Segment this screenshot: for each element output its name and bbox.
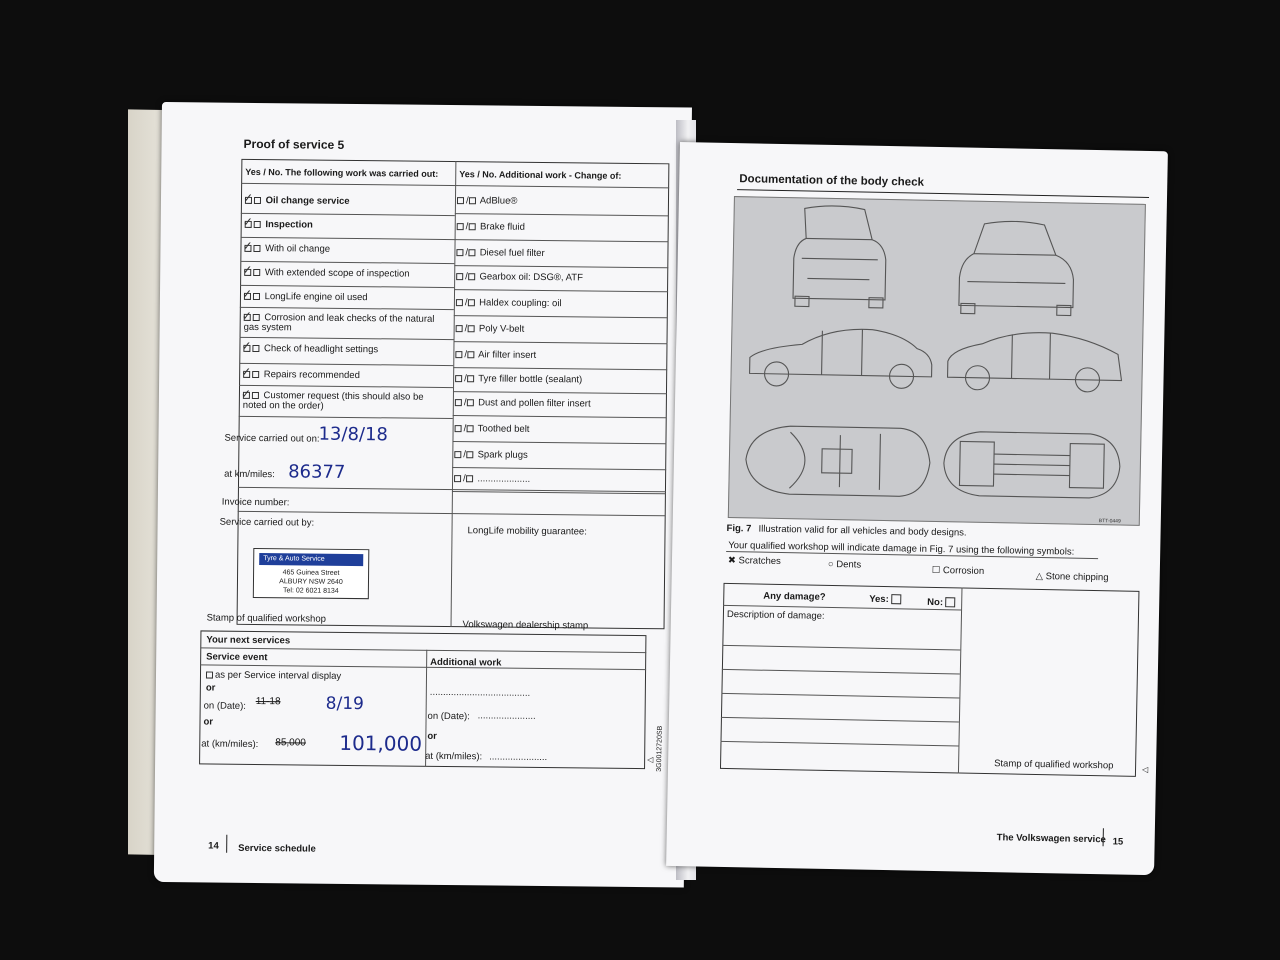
add-at-km-label: at (km/miles): bbox=[425, 750, 483, 763]
right-footer-title: The Volkswagen service bbox=[996, 832, 1106, 846]
fig-caption: Illustration valid for all vehicles and body designs. bbox=[758, 523, 967, 539]
symbol-stone-chipping: △ Stone chipping bbox=[1035, 570, 1109, 584]
arrow-mark: ◁ bbox=[1141, 764, 1149, 775]
no-checkbox[interactable] bbox=[253, 245, 260, 252]
symbol-scratches: ✖ Scratches bbox=[727, 554, 781, 568]
body-check-diagram bbox=[728, 196, 1146, 526]
symbol-label: Dents bbox=[836, 559, 862, 571]
additional-item[interactable]: / Haldex coupling: oil bbox=[456, 297, 562, 309]
additional-item-label: Dust and pollen filter insert bbox=[478, 397, 591, 410]
additional-item[interactable]: / Toothed belt bbox=[455, 423, 530, 435]
work-item[interactable] bbox=[244, 313, 444, 335]
work-item[interactable] bbox=[245, 219, 313, 231]
work-item[interactable] bbox=[245, 195, 350, 207]
yes-checkbox[interactable] bbox=[456, 299, 463, 306]
no-checkbox[interactable] bbox=[466, 399, 473, 406]
check-mark: ✓ bbox=[241, 286, 253, 301]
yes-checkbox[interactable] bbox=[454, 475, 461, 482]
work-item[interactable] bbox=[244, 243, 330, 255]
symbol-label: Corrosion bbox=[942, 565, 985, 577]
no-label: No: bbox=[927, 596, 944, 609]
no-checkbox[interactable] bbox=[468, 249, 475, 256]
no-checkbox[interactable] bbox=[467, 351, 474, 358]
at-km-label: at (km/miles): bbox=[201, 738, 259, 751]
no-checkbox[interactable] bbox=[946, 598, 956, 608]
work-item-label: Inspection bbox=[265, 219, 313, 231]
no-checkbox[interactable] bbox=[253, 269, 260, 276]
fig-label: Fig. 7 bbox=[726, 522, 752, 535]
no-checkbox[interactable] bbox=[253, 293, 260, 300]
service-date-value: 13/8/18 bbox=[318, 423, 389, 446]
work-item-label: Check of headlight settings bbox=[264, 343, 379, 356]
no-checkbox[interactable] bbox=[252, 371, 259, 378]
description-label: Description of damage: bbox=[726, 608, 825, 622]
stamp-line-1: 465 Guinea Street bbox=[282, 569, 340, 577]
additional-item[interactable]: / AdBlue® bbox=[457, 195, 518, 207]
no-checkbox[interactable] bbox=[252, 345, 259, 352]
additional-item[interactable]: / Tyre filler bottle (sealant) bbox=[455, 373, 582, 385]
km-value: 86377 bbox=[288, 461, 346, 483]
no-checkbox[interactable] bbox=[252, 392, 259, 399]
stamp-line-2: ALBURY NSW 2640 bbox=[279, 578, 343, 586]
symbols-intro: Your qualified workshop will indicate damage in Fig. 7 using the following symbols: bbox=[728, 540, 1075, 558]
additional-item[interactable]: / Diesel fuel filter bbox=[456, 247, 544, 259]
left-page bbox=[154, 102, 692, 888]
additional-item-label: Tyre filler bottle (sealant) bbox=[478, 373, 583, 386]
work-item-label: Corrosion and leak checks of the natural gas system bbox=[243, 312, 435, 334]
or-text-2: or bbox=[203, 716, 214, 728]
no-checkbox[interactable] bbox=[254, 221, 261, 228]
check-mark: ✓ bbox=[242, 262, 253, 277]
no-checkbox[interactable] bbox=[469, 197, 476, 204]
work-item[interactable] bbox=[243, 391, 443, 413]
or-text: or bbox=[205, 682, 216, 694]
additional-item[interactable]: / Dust and pollen filter insert bbox=[455, 397, 591, 409]
yes-checkbox[interactable] bbox=[891, 595, 901, 605]
stamp-logo: Tyre & Auto Service bbox=[259, 553, 363, 566]
footer-title: Service schedule bbox=[238, 842, 316, 855]
interval-label: as per Service interval display bbox=[214, 669, 342, 682]
yes-checkbox[interactable] bbox=[457, 197, 464, 204]
additional-item[interactable]: / Poly V-belt bbox=[456, 323, 525, 335]
additional-item-label: Poly V-belt bbox=[478, 323, 525, 335]
check-mark: ✓ bbox=[241, 338, 252, 353]
interval-option[interactable] bbox=[206, 669, 341, 681]
work-item[interactable] bbox=[243, 343, 378, 355]
km-label: at km/miles: bbox=[224, 468, 275, 481]
service-event-label: Service event bbox=[206, 651, 268, 664]
next-services-title: Your next services bbox=[206, 634, 291, 647]
checkbox[interactable] bbox=[206, 671, 213, 678]
additional-item-label: Gearbox oil: DSG®, ATF bbox=[479, 271, 583, 284]
yes-checkbox[interactable] bbox=[455, 375, 462, 382]
service-date-label: Service carried out on: bbox=[224, 432, 320, 445]
car-outlines bbox=[729, 197, 1147, 527]
damage-no[interactable] bbox=[927, 597, 958, 609]
at-km-struck: 85,000 bbox=[275, 737, 306, 749]
work-item-label: Oil change service bbox=[265, 195, 350, 207]
on-date-value: 8/19 bbox=[325, 693, 364, 715]
yes-label: Yes: bbox=[869, 593, 889, 606]
work-item[interactable] bbox=[243, 369, 360, 381]
invoice-label: Invoice number: bbox=[221, 496, 290, 509]
work-item-label: Repairs recommended bbox=[263, 369, 360, 382]
additional-item-label: Air filter insert bbox=[478, 349, 537, 361]
additional-item-label: Diesel fuel filter bbox=[479, 247, 545, 260]
no-checkbox[interactable] bbox=[466, 425, 473, 432]
no-checkbox[interactable] bbox=[468, 223, 475, 230]
yes-checkbox[interactable] bbox=[455, 399, 462, 406]
right-heading: Documentation of the body check bbox=[739, 173, 925, 189]
stamp-line-3: Tel: 02 6021 8134 bbox=[283, 587, 339, 595]
right-footer-page: 15 bbox=[1112, 836, 1124, 848]
additional-item[interactable]: / .................... bbox=[454, 473, 530, 485]
no-checkbox[interactable] bbox=[467, 325, 474, 332]
symbol-corrosion: ☐ Corrosion bbox=[931, 564, 985, 577]
doc-code: 3G0012720SB bbox=[655, 725, 664, 772]
stamp-label: Stamp of qualified workshop bbox=[206, 612, 326, 625]
symbol-dents: ○ Dents bbox=[827, 558, 862, 571]
work-item-label: With oil change bbox=[265, 243, 331, 255]
yes-checkbox[interactable] bbox=[455, 351, 462, 358]
check-mark: ✓ bbox=[241, 364, 252, 379]
work-item[interactable] bbox=[244, 267, 409, 280]
no-checkbox[interactable] bbox=[467, 375, 474, 382]
on-date-label: on (Date): bbox=[203, 700, 246, 712]
add-on-date-label: on (Date): bbox=[427, 710, 470, 723]
yes-checkbox[interactable] bbox=[456, 273, 463, 280]
no-checkbox[interactable] bbox=[254, 197, 261, 204]
check-mark: ✓ bbox=[240, 386, 252, 401]
yes-checkbox[interactable] bbox=[456, 325, 463, 332]
no-checkbox[interactable] bbox=[253, 314, 260, 321]
right-stamp-label: Stamp of qualified workshop bbox=[994, 758, 1114, 772]
rule bbox=[226, 835, 227, 853]
carried-by-label: Service carried out by: bbox=[219, 516, 315, 529]
add-on-date-dots: ...................... bbox=[477, 710, 536, 722]
yes-checkbox[interactable] bbox=[457, 223, 464, 230]
check-mark: ✓ bbox=[241, 308, 252, 323]
arrow-mark: ◁ bbox=[647, 755, 654, 765]
work-item-label: With extended scope of inspection bbox=[264, 267, 410, 280]
workshop-stamp bbox=[253, 548, 370, 599]
additional-item-label: .................... bbox=[477, 473, 531, 485]
additional-work-label: Additional work bbox=[430, 656, 502, 669]
symbol-label: Stone chipping bbox=[1045, 571, 1109, 584]
footer-page-number: 14 bbox=[208, 840, 219, 852]
vw-stamp-label: Volkswagen dealership stamp bbox=[462, 619, 589, 632]
work-item-label: LongLife engine oil used bbox=[264, 291, 368, 304]
check-mark: ✓ bbox=[242, 190, 254, 205]
yes-checkbox[interactable] bbox=[456, 249, 463, 256]
no-checkbox[interactable] bbox=[468, 299, 475, 306]
add-at-km-dots: ...................... bbox=[489, 751, 548, 764]
work-item[interactable] bbox=[244, 291, 368, 303]
check-mark: ✓ bbox=[242, 214, 253, 229]
no-checkbox[interactable] bbox=[468, 273, 475, 280]
additional-item[interactable]: / Gearbox oil: DSG®, ATF bbox=[456, 271, 583, 283]
additional-item-label: AdBlue® bbox=[479, 195, 518, 207]
add-work-dots: ...................................... bbox=[429, 686, 531, 699]
additional-item-label: Brake fluid bbox=[479, 221, 525, 233]
work-item-label: Customer request (this should also be noted on the order) bbox=[242, 390, 424, 412]
right-page bbox=[655, 142, 1168, 875]
page-heading: Proof of service 5 bbox=[243, 136, 345, 152]
col1-header: Yes / No. The following work was carried out: bbox=[245, 166, 439, 179]
additional-items-list bbox=[162, 102, 692, 108]
additional-item-label: Haldex coupling: oil bbox=[479, 297, 562, 310]
check-mark: ✓ bbox=[242, 238, 253, 253]
work-items-list bbox=[162, 102, 692, 108]
yes-checkbox[interactable] bbox=[455, 425, 462, 432]
additional-item[interactable]: / Air filter insert bbox=[455, 349, 536, 361]
additional-item[interactable]: / Spark plugs bbox=[454, 449, 528, 461]
symbol-label: Scratches bbox=[738, 555, 781, 568]
additional-item[interactable]: / Brake fluid bbox=[457, 221, 525, 233]
add-or-text: or bbox=[427, 730, 437, 742]
yes-checkbox[interactable] bbox=[454, 451, 461, 458]
at-km-value: 101,000 bbox=[339, 730, 423, 756]
on-date-struck: 11-18 bbox=[255, 696, 281, 708]
no-checkbox[interactable] bbox=[466, 475, 473, 482]
additional-item-label: Spark plugs bbox=[477, 449, 528, 461]
col2-header: Yes / No. Additional work - Change of: bbox=[459, 169, 622, 181]
longlife-label: LongLife mobility guarantee: bbox=[467, 525, 587, 538]
damage-question: Any damage? bbox=[763, 590, 826, 603]
damage-yes[interactable] bbox=[869, 594, 903, 606]
additional-item-label: Toothed belt bbox=[477, 423, 530, 435]
no-checkbox[interactable] bbox=[466, 451, 473, 458]
diagram-code: BTT-0449 bbox=[1098, 518, 1121, 525]
